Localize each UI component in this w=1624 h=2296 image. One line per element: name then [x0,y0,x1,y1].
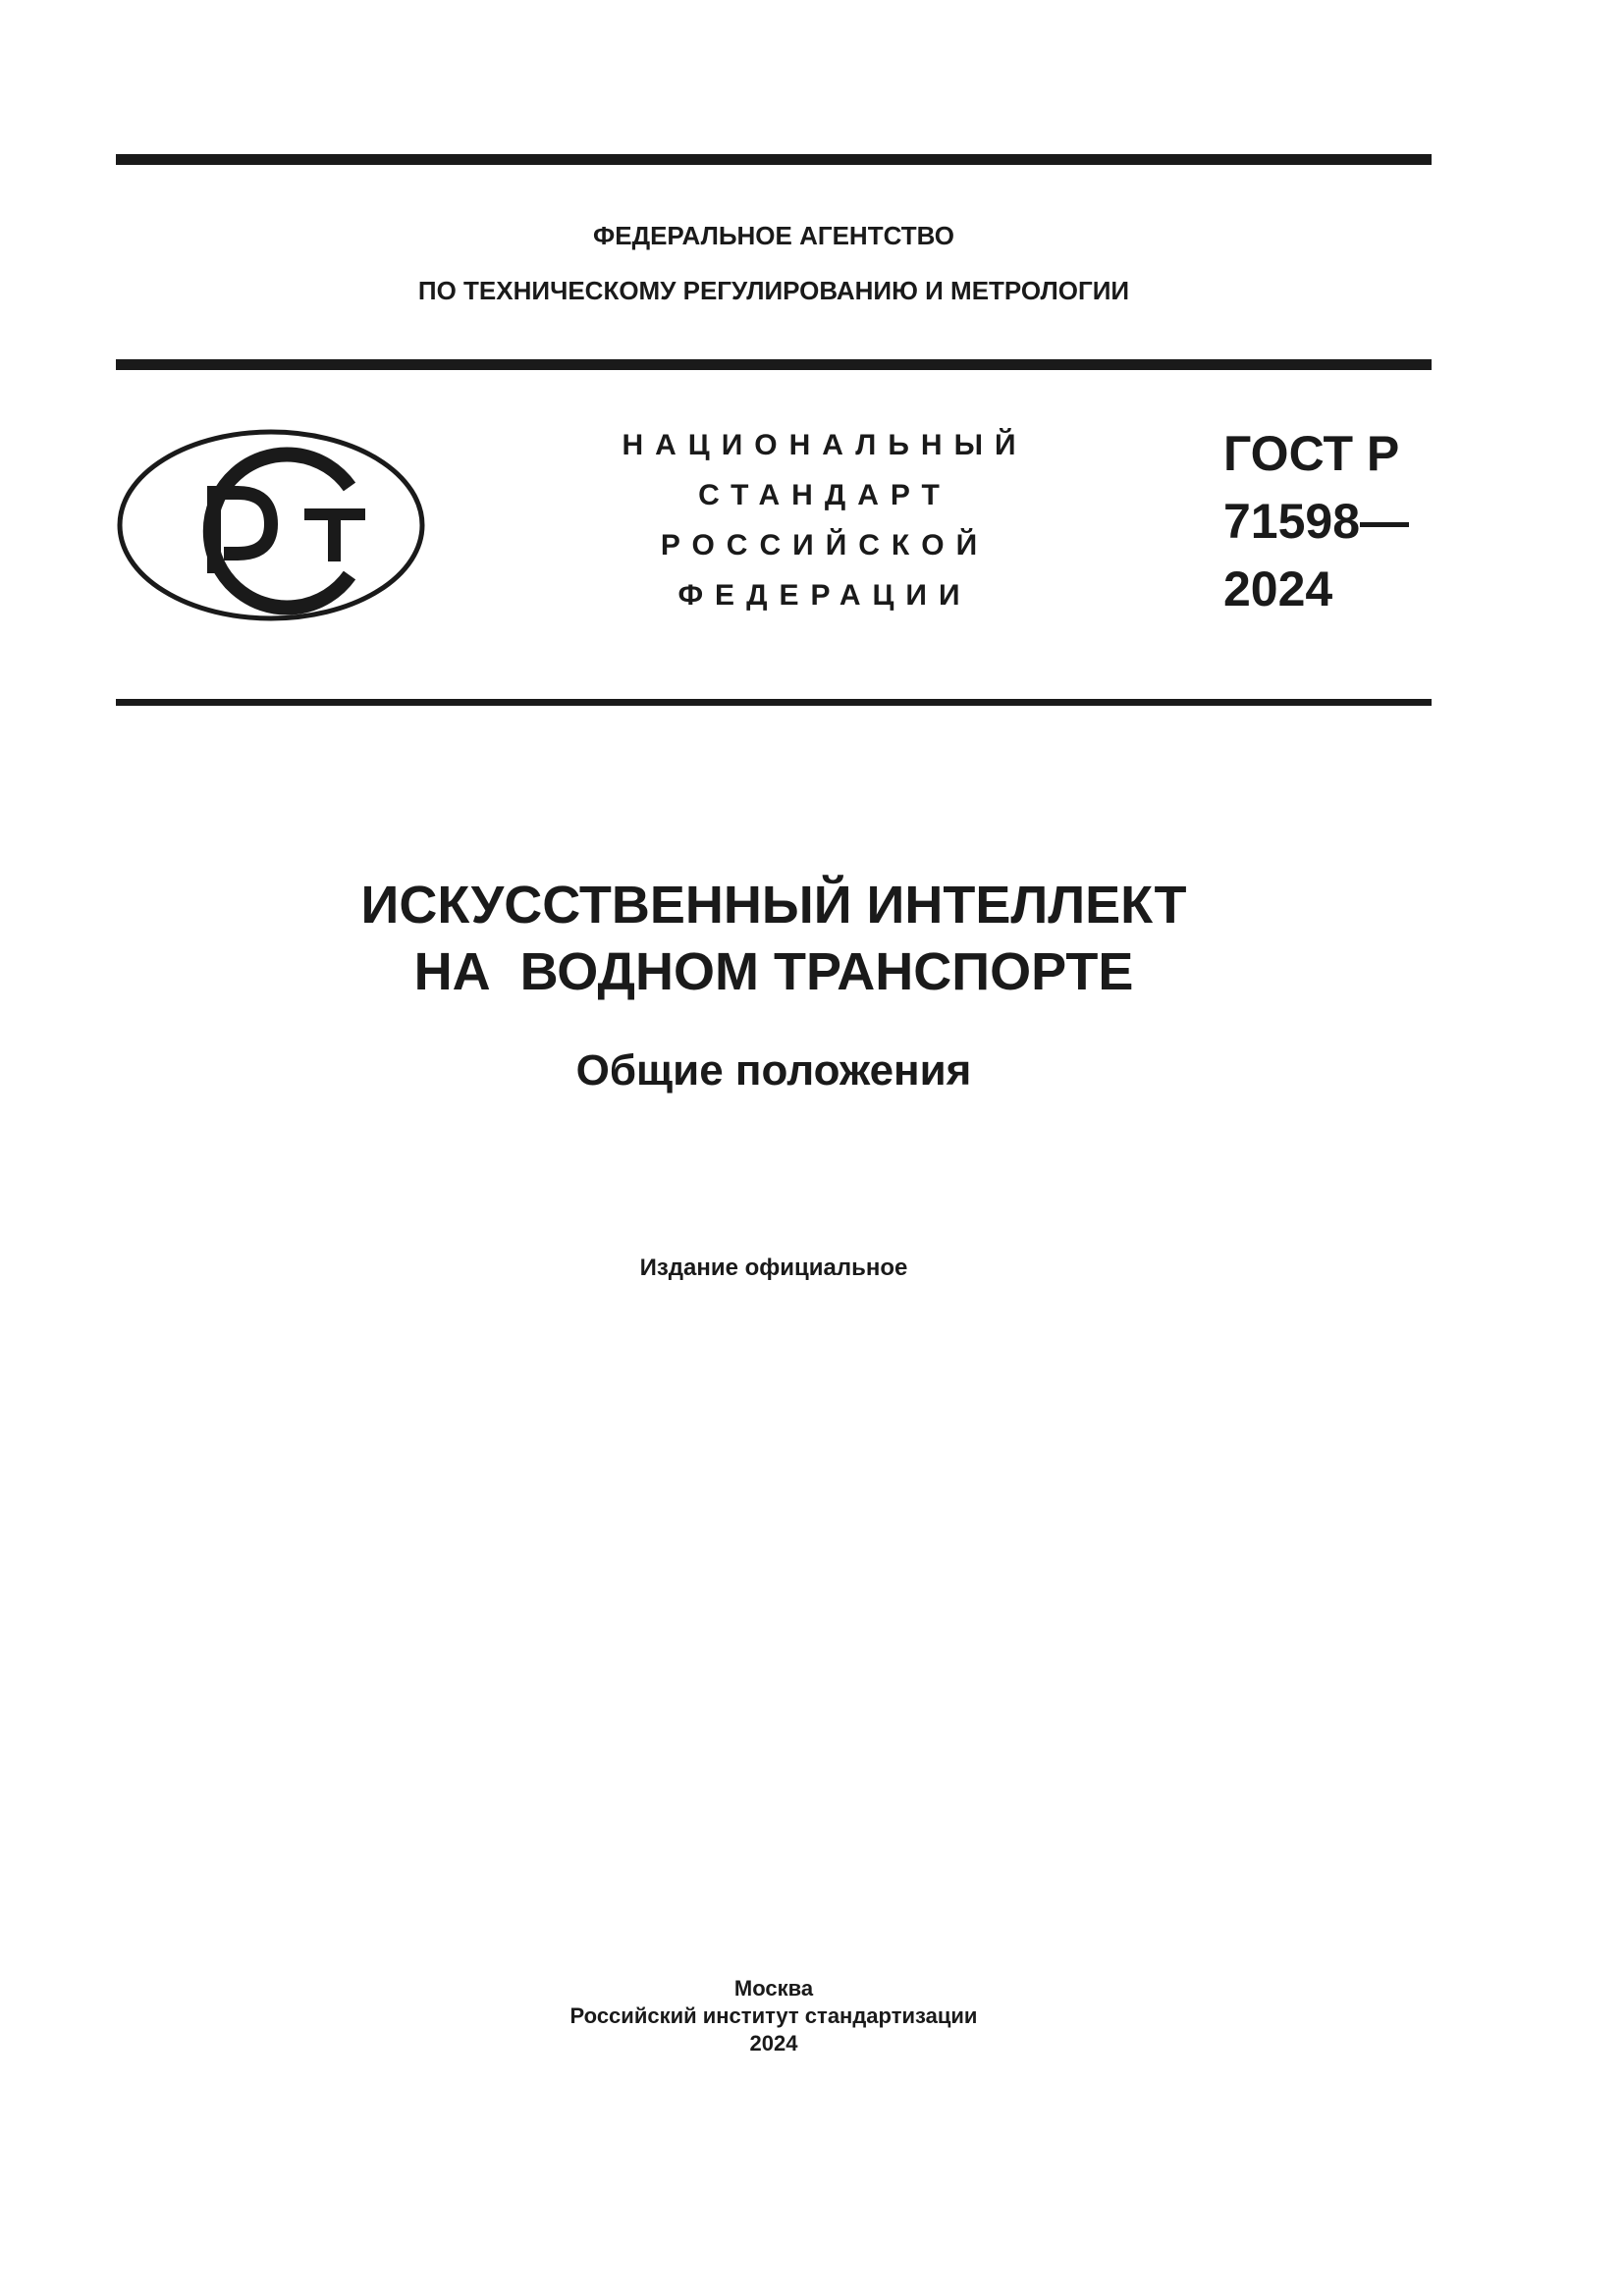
standard-type-line-1: НАЦИОНАЛЬНЫЙ [622,429,1028,461]
top-divider [116,154,1432,165]
designation-line-1: ГОСТ Р [1223,426,1400,481]
designation-line-2: 71598— [1223,494,1410,549]
agency-header [116,216,1432,326]
agency-name-line-1: ФЕДЕРАЛЬНОЕ АГЕНТСТВО [593,221,954,250]
imprint-publisher: Российский институт стандартизации [569,2003,978,2028]
standard-type-label [589,420,1060,620]
middle-divider [116,359,1432,370]
title-line-2: НА ВОДНОМ ТРАНСПОРТЕ [413,942,1134,1001]
standard-type-line-3: РОССИЙСКОЙ [660,529,990,561]
title-line-1: ИСКУССТВЕННЫЙ ИНТЕЛЛЕКТ [360,876,1187,934]
agency-name-line-2: ПО ТЕХНИЧЕСКОМУ РЕГУЛИРОВАНИЮ И МЕТРОЛОГИИ [417,276,1130,305]
lower-divider [116,699,1432,706]
imprint-year: 2024 [749,2031,798,2056]
standard-type-line-4: ФЕДЕРАЦИИ [677,579,972,612]
imprint-city: Москва [733,1976,814,2001]
designation-line-3: 2024 [1223,561,1333,616]
standard-type-line-2: СТАНДАРТ [698,479,951,511]
document-title [116,872,1432,1005]
document-subtitle: Общие положения [575,1046,972,1095]
edition-note: Издание официальное [639,1255,908,1281]
standard-designation [1223,420,1409,623]
rst-logo-icon [116,428,426,622]
publisher-imprint [116,1975,1432,2057]
